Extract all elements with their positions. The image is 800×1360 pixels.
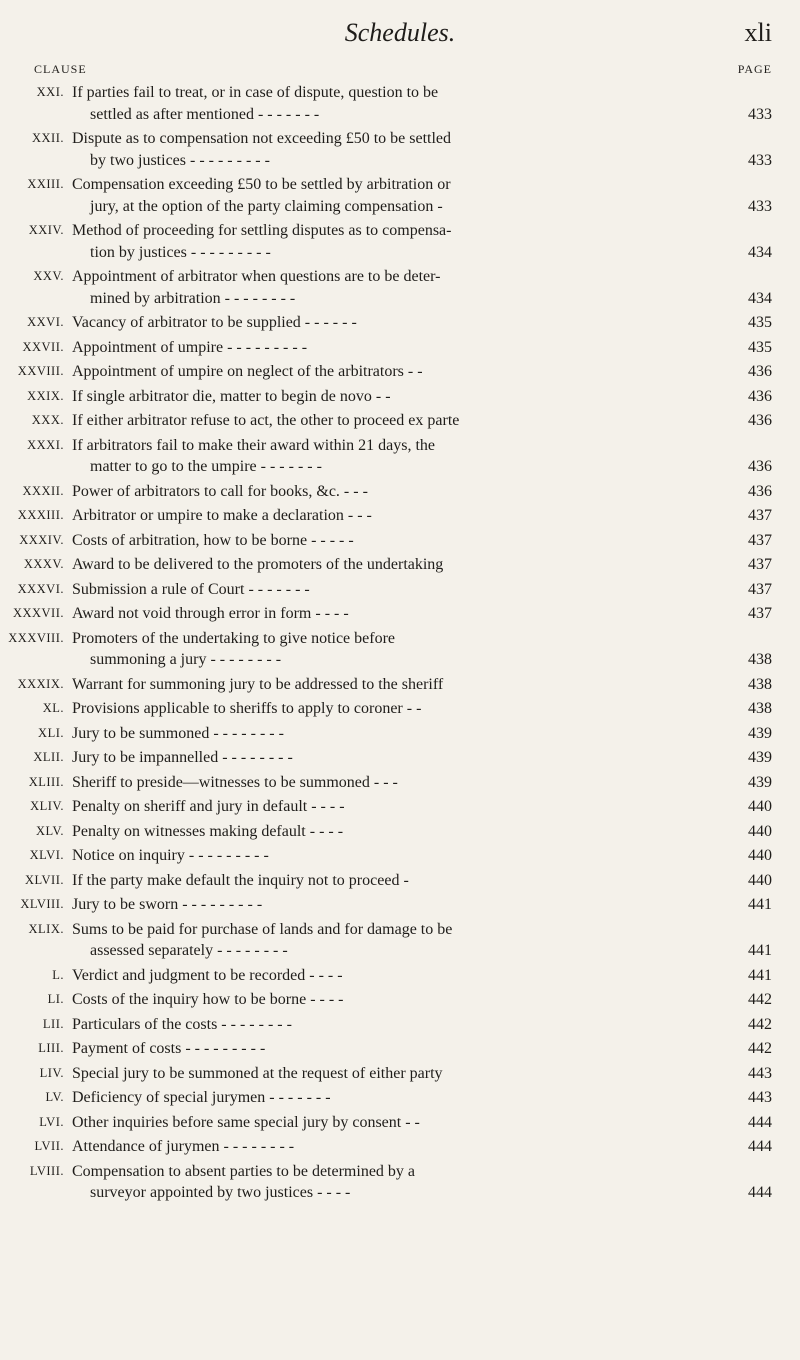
- clause-number: XLIII.: [28, 774, 64, 789]
- clause-description: [72, 435, 696, 478]
- description-line: Arbitrator or umpire to make a declaration - - -: [72, 507, 372, 524]
- page-number: 443: [748, 1064, 772, 1082]
- description-line: Costs of the inquiry how to be borne - - - -: [72, 991, 344, 1008]
- clause-number: XXXI.: [27, 437, 64, 452]
- page-number: 433: [748, 105, 772, 123]
- description-continuation: settled as after mentioned - - - - - - -: [90, 105, 320, 123]
- clause-number: XXIII.: [27, 177, 64, 191]
- clause-description: [72, 1087, 696, 1109]
- clause-number: XLVIII.: [20, 897, 64, 911]
- page-folio: xli: [744, 18, 772, 47]
- page-number: 436: [748, 363, 772, 380]
- clause-number: LVIII.: [29, 1163, 64, 1178]
- clause-number: XXXVI.: [17, 581, 64, 596]
- clause-number: XLIV.: [30, 799, 64, 813]
- page-number: 435: [748, 338, 772, 356]
- schedule-entry: [0, 965, 800, 987]
- schedule-entry: [0, 530, 800, 552]
- page-number: 444: [748, 1138, 772, 1155]
- description-line: If the party make default the inquiry not to proceed -: [72, 871, 409, 889]
- description-line: Special jury to be summoned at the request of either party: [72, 1064, 443, 1082]
- page-number: 437: [748, 580, 772, 598]
- clause-number: XXXIX.: [17, 676, 64, 691]
- page-column-label: PAGE: [737, 62, 772, 76]
- schedule-entry: [0, 266, 800, 309]
- clause-number: XLIX.: [28, 921, 64, 936]
- page-header: [0, 12, 800, 52]
- clause-number: LI.: [47, 992, 64, 1006]
- clause-number: XL.: [42, 701, 64, 715]
- description-continuation: mined by arbitration - - - - - - - -: [90, 289, 296, 307]
- page-number: 440: [748, 822, 772, 840]
- clause-number: LVI.: [39, 1114, 64, 1129]
- schedule-entry: [0, 312, 800, 334]
- page-number: 435: [748, 314, 772, 331]
- clause-description: [72, 1136, 696, 1158]
- description-continuation: summoning a jury - - - - - - - -: [90, 651, 282, 668]
- description-line: If arbitrators fail to make their award within 21 days, the: [72, 436, 435, 454]
- description-continuation: by two justices - - - - - - - - -: [90, 151, 270, 169]
- page-number: 440: [748, 847, 772, 864]
- schedule-entry: [0, 435, 800, 478]
- page-number: 441: [748, 966, 772, 984]
- schedule-entry: [0, 723, 800, 745]
- schedule-entry: [0, 410, 800, 432]
- clause-description: [72, 796, 696, 818]
- clause-description: [72, 530, 696, 552]
- clause-description: [72, 505, 696, 527]
- clause-description: [72, 1112, 696, 1134]
- schedule-entry: [0, 579, 800, 601]
- description-line: Deficiency of special jurymen - - - - - - -: [72, 1089, 331, 1106]
- schedule-entry: [0, 82, 800, 125]
- page-number: 439: [748, 724, 772, 742]
- schedule-entry: [0, 747, 800, 769]
- description-continuation: jury, at the option of the party claiming compensation -: [90, 197, 443, 215]
- clause-column-label: CLAUSE: [34, 62, 87, 76]
- schedule-entry: [0, 1136, 800, 1158]
- description-line: Appointment of arbitrator when questions are to be deter-: [72, 268, 441, 285]
- description-line: Penalty on witnesses making default - - - -: [72, 822, 344, 840]
- schedule-entry: [0, 174, 800, 217]
- description-line: Promoters of the undertaking to give notice before: [72, 629, 396, 647]
- description-line: Vacancy of arbitrator to be supplied - - - - - -: [72, 314, 357, 331]
- page-number: 438: [748, 675, 772, 693]
- running-title: Schedules.: [344, 18, 456, 47]
- clause-number: XXIX.: [27, 388, 64, 403]
- page-number: 439: [748, 773, 772, 791]
- schedule-entry: [0, 845, 800, 867]
- clause-description: [72, 603, 696, 625]
- schedule-entry: [0, 337, 800, 359]
- clause-description: [72, 312, 696, 334]
- schedule-entry: [0, 1112, 800, 1134]
- clause-description: [72, 845, 696, 867]
- clause-description: [72, 220, 696, 263]
- clause-description: [72, 1014, 696, 1036]
- clause-description: [72, 266, 696, 309]
- clause-number: XXXIII.: [17, 508, 64, 522]
- description-line: Other inquiries before same special jury by consent - -: [72, 1113, 420, 1131]
- page-number: 436: [748, 387, 772, 405]
- page-number: 434: [748, 289, 772, 307]
- description-line: If parties fail to treat, or in case of dispute, question to be: [72, 84, 439, 101]
- description-line: If either arbitrator refuse to act, the other to proceed ex parte: [72, 412, 460, 429]
- description-line: If single arbitrator die, matter to begin de novo - -: [72, 387, 391, 405]
- schedule-entry: [0, 1014, 800, 1036]
- clause-number: XLVI.: [29, 848, 64, 862]
- clause-number: XXI.: [36, 85, 64, 99]
- page-number: 442: [748, 991, 772, 1008]
- clause-number: XXXVIII.: [8, 630, 64, 645]
- description-line: Appointment of umpire on neglect of the arbitrators - -: [72, 363, 423, 380]
- page-number: 442: [748, 1015, 772, 1033]
- page-number: 433: [748, 151, 772, 169]
- clause-description: [72, 723, 696, 745]
- schedule-entries: [0, 82, 800, 1204]
- description-line: Appointment of umpire - - - - - - - - -: [72, 338, 308, 356]
- clause-number: XLV.: [35, 823, 64, 838]
- clause-description: [72, 965, 696, 987]
- description-line: Compensation exceeding £50 to be settled by arbitration or: [72, 176, 451, 193]
- page-number: 444: [748, 1113, 772, 1131]
- clause-description: [72, 628, 696, 671]
- description-line: Compensation to absent parties to be determined by a: [72, 1162, 416, 1180]
- clause-number: LV.: [45, 1090, 64, 1104]
- description-line: Attendance of jurymen - - - - - - - -: [72, 1138, 295, 1155]
- schedule-entry: [0, 554, 800, 576]
- clause-number: LII.: [42, 1016, 64, 1031]
- schedule-entry: [0, 1087, 800, 1109]
- clause-description: [72, 82, 696, 125]
- clause-number: XXVII.: [22, 339, 64, 354]
- clause-description: [72, 361, 696, 383]
- clause-number: LVII.: [34, 1139, 64, 1153]
- clause-number: XXX.: [31, 413, 64, 427]
- clause-number: XXVIII.: [17, 364, 64, 378]
- clause-description: [72, 747, 696, 769]
- schedule-entry: [0, 1038, 800, 1060]
- description-line: Award to be delivered to the promoters of the undertaking: [72, 556, 444, 573]
- clause-description: [72, 674, 696, 696]
- page-number: 440: [748, 798, 772, 815]
- schedule-entry: [0, 628, 800, 671]
- schedule-entry: [0, 821, 800, 843]
- schedule-entry: [0, 220, 800, 263]
- page-number: 434: [748, 243, 772, 261]
- page-number: 438: [748, 651, 772, 668]
- schedule-entry: [0, 919, 800, 962]
- description-line: Award not void through error in form - - - -: [72, 605, 349, 622]
- page-number: 437: [748, 556, 772, 573]
- page-number: 438: [748, 700, 772, 717]
- clause-description: [72, 337, 696, 359]
- description-line: Jury to be sworn - - - - - - - - -: [72, 896, 263, 913]
- clause-number: XXVI.: [27, 315, 64, 329]
- clause-number: XXXIV.: [19, 532, 64, 547]
- page-number: 436: [748, 482, 772, 500]
- page-number: 436: [748, 458, 772, 475]
- page-number: 436: [748, 412, 772, 429]
- description-continuation: matter to go to the umpire - - - - - - -: [90, 458, 322, 475]
- clause-description: [72, 579, 696, 601]
- description-line: Jury to be impannelled - - - - - - - -: [72, 749, 293, 766]
- page-number: 437: [748, 605, 772, 622]
- description-line: Notice on inquiry - - - - - - - - -: [72, 847, 269, 864]
- clause-number: XLVII.: [25, 872, 64, 887]
- schedule-entry: [0, 1161, 800, 1204]
- page-number: 437: [748, 507, 772, 524]
- description-line: Payment of costs - - - - - - - - -: [72, 1040, 266, 1057]
- page-number: 439: [748, 749, 772, 766]
- description-line: Warrant for summoning jury to be addressed to the sheriff: [72, 675, 444, 693]
- description-line: Particulars of the costs - - - - - - - -: [72, 1015, 292, 1033]
- schedule-entry: [0, 481, 800, 503]
- description-line: Dispute as to compensation not exceeding £50 to be settled: [72, 130, 452, 147]
- description-continuation: surveyor appointed by two justices - - - -: [90, 1184, 351, 1201]
- clause-number: XXIV.: [28, 223, 64, 237]
- schedule-entry: [0, 698, 800, 720]
- page-number: 440: [748, 871, 772, 889]
- schedule-entry: [0, 796, 800, 818]
- schedule-entry: [0, 870, 800, 892]
- clause-description: [72, 1063, 696, 1085]
- clause-description: [72, 410, 696, 432]
- schedule-entry: [0, 674, 800, 696]
- clause-number: XLI.: [38, 725, 64, 740]
- clause-number: L.: [52, 967, 64, 982]
- clause-description: [72, 821, 696, 843]
- clause-description: [72, 386, 696, 408]
- description-line: Penalty on sheriff and jury in default - - - -: [72, 798, 345, 815]
- clause-description: [72, 174, 696, 217]
- clause-description: [72, 772, 696, 794]
- clause-number: XXII.: [31, 131, 64, 145]
- clause-number: XXXVII.: [12, 606, 64, 620]
- clause-number: XXXII.: [22, 483, 64, 498]
- schedule-entry: [0, 989, 800, 1011]
- clause-number: LIV.: [39, 1065, 64, 1080]
- schedule-entry: [0, 128, 800, 171]
- schedule-entry: [0, 505, 800, 527]
- clause-description: [72, 989, 696, 1011]
- clause-description: [72, 870, 696, 892]
- description-line: Submission a rule of Court - - - - - - -: [72, 580, 310, 598]
- page-number: 433: [748, 197, 772, 215]
- clause-description: [72, 919, 696, 962]
- description-line: Method of proceeding for settling disputes as to compensa-: [72, 222, 452, 239]
- clause-description: [72, 128, 696, 171]
- clause-description: [72, 554, 696, 576]
- schedule-entry: [0, 603, 800, 625]
- clause-description: [72, 698, 696, 720]
- clause-number: XLII.: [33, 750, 64, 764]
- description-continuation: tion by justices - - - - - - - - -: [90, 243, 271, 261]
- description-continuation: assessed separately - - - - - - - -: [90, 942, 288, 959]
- schedule-entry: [0, 386, 800, 408]
- description-line: Power of arbitrators to call for books, &c. - - -: [72, 482, 368, 500]
- page-number: 444: [748, 1184, 772, 1201]
- column-headings: [0, 62, 800, 80]
- clause-number: XXV.: [33, 269, 64, 283]
- description-line: Sums to be paid for purchase of lands and for damage to be: [72, 920, 453, 938]
- clause-description: [72, 894, 696, 916]
- page-number: 437: [748, 531, 772, 549]
- clause-number: LIII.: [38, 1041, 64, 1055]
- description-line: Sheriff to preside—witnesses to be summoned - - -: [72, 773, 398, 791]
- page-number: 442: [748, 1040, 772, 1057]
- description-line: Provisions applicable to sheriffs to apply to coroner - -: [72, 700, 422, 717]
- description-line: Verdict and judgment to be recorded - - - -: [72, 966, 343, 984]
- page-number: 441: [748, 896, 772, 913]
- clause-description: [72, 1161, 696, 1204]
- schedule-entry: [0, 361, 800, 383]
- page-number: 443: [748, 1089, 772, 1106]
- clause-description: [72, 481, 696, 503]
- description-line: Costs of arbitration, how to be borne - - - - -: [72, 531, 354, 549]
- schedule-entry: [0, 772, 800, 794]
- page-number: 441: [748, 942, 772, 959]
- schedule-entry: [0, 894, 800, 916]
- clause-description: [72, 1038, 696, 1060]
- clause-number: XXXV.: [23, 557, 64, 571]
- description-line: Jury to be summoned - - - - - - - -: [72, 724, 284, 742]
- schedule-entry: [0, 1063, 800, 1085]
